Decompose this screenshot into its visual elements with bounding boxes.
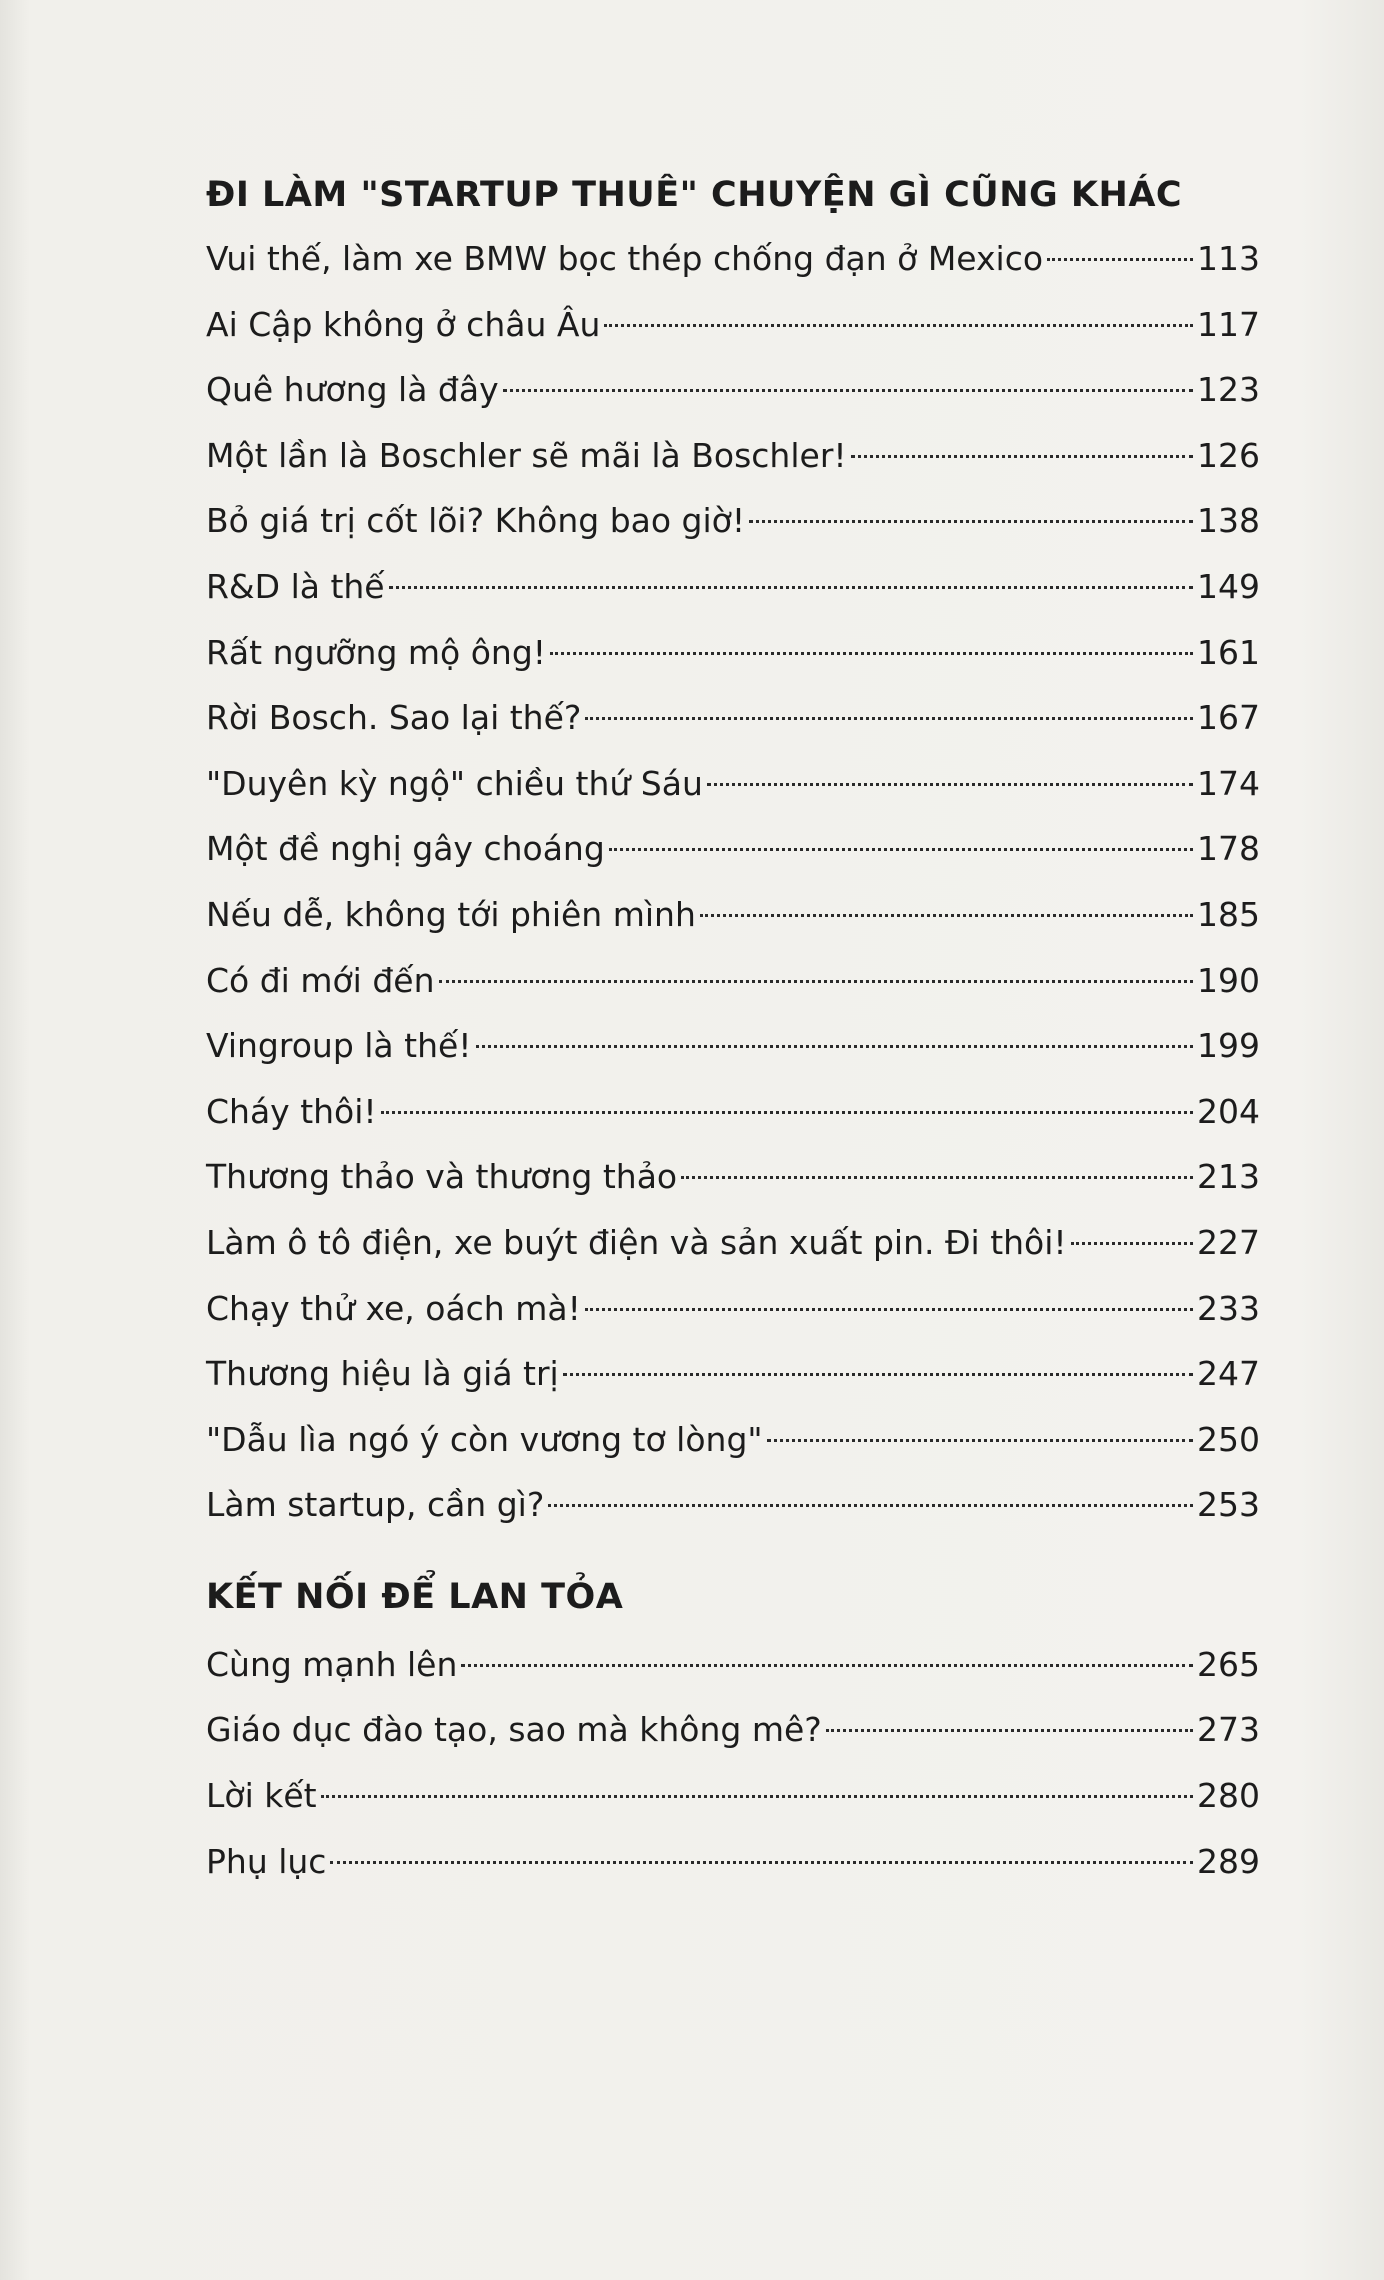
entry-page-number: 185	[1197, 894, 1260, 934]
section-title: ĐI LÀM "STARTUP THUÊ" CHUYỆN GÌ CŨNG KHÁC	[206, 175, 1183, 215]
entry-page-number: 123	[1197, 370, 1260, 410]
dot-leader	[681, 1176, 1193, 1179]
entry-page-number: 213	[1197, 1157, 1260, 1197]
entry-page-number: 289	[1197, 1841, 1260, 1881]
entry-title: Cháy thôi!	[206, 1091, 377, 1131]
entry-page-number: 199	[1197, 1026, 1260, 1066]
entry-page-number: 167	[1197, 698, 1260, 738]
toc-entry	[206, 620, 1260, 686]
entry-title: Thương thảo và thương thảo	[206, 1157, 678, 1197]
entry-page-number: 250	[1197, 1419, 1260, 1459]
toc-entry	[206, 685, 1260, 751]
dot-leader	[609, 848, 1193, 851]
entry-title: Làm ô tô điện, xe buýt điện và sản xuất pin. Đi thôi!	[206, 1222, 1067, 1262]
entry-page-number: 273	[1197, 1710, 1260, 1750]
section-title: KẾT NỐI ĐỂ LAN TỎA	[206, 1576, 624, 1617]
entry-title: Bỏ giá trị cốt lõi? Không bao giờ!	[206, 501, 746, 541]
toc-entry	[206, 1144, 1260, 1210]
entry-page-number: 117	[1197, 304, 1260, 344]
entry-title: Chạy thử xe, oách mà!	[206, 1288, 581, 1328]
entry-title: "Dẫu lìa ngó ý còn vương tơ lòng"	[206, 1419, 763, 1459]
dot-leader	[548, 1504, 1193, 1507]
entry-page-number: 227	[1197, 1222, 1260, 1262]
dot-leader	[550, 652, 1193, 655]
dot-leader	[321, 1795, 1193, 1798]
toc-entry	[206, 1632, 1260, 1698]
dot-leader	[1071, 1242, 1193, 1245]
entry-page-number: 178	[1197, 829, 1260, 869]
dot-leader	[604, 324, 1193, 327]
dot-leader	[476, 1045, 1193, 1048]
dot-leader	[461, 1664, 1193, 1667]
entry-page-number: 265	[1197, 1644, 1260, 1684]
toc-entry	[206, 882, 1260, 948]
toc-entry	[206, 751, 1260, 817]
toc-list	[206, 1632, 1260, 1894]
entry-page-number: 190	[1197, 960, 1260, 1000]
toc-entry	[206, 1407, 1260, 1473]
entry-title: Vingroup là thế!	[206, 1026, 472, 1066]
entry-page-number: 138	[1197, 501, 1260, 541]
entry-title: Ai Cập không ở châu Âu	[206, 304, 601, 344]
dot-leader	[563, 1373, 1193, 1376]
entry-page-number: 247	[1197, 1354, 1260, 1394]
dot-leader	[439, 980, 1194, 983]
entry-title: Lời kết	[206, 1776, 317, 1816]
entry-title: Một lần là Boschler sẽ mãi là Boschler!	[206, 435, 847, 475]
entry-title: Vui thế, làm xe BMW bọc thép chống đạn ở Mexico	[206, 239, 1044, 278]
dot-leader	[381, 1111, 1193, 1114]
entry-title: Nếu dễ, không tới phiên mình	[206, 894, 696, 934]
toc-entry	[206, 948, 1260, 1014]
dot-leader	[330, 1861, 1193, 1864]
entry-title: Rời Bosch. Sao lại thế?	[206, 698, 582, 738]
toc-entry	[206, 488, 1260, 554]
entry-page-number: 113	[1197, 239, 1260, 278]
dot-leader	[707, 783, 1193, 786]
toc-entry	[206, 423, 1260, 489]
dot-leader	[700, 914, 1193, 917]
dot-leader	[826, 1729, 1193, 1732]
toc-entry	[206, 1013, 1260, 1079]
entry-page-number: 233	[1197, 1288, 1260, 1328]
entry-page-number: 280	[1197, 1776, 1260, 1816]
toc-entry	[206, 357, 1260, 423]
toc-entry	[206, 816, 1260, 882]
toc-entry	[206, 1829, 1260, 1895]
entry-page-number: 149	[1197, 566, 1260, 606]
entry-title: Rất ngưỡng mộ ông!	[206, 632, 547, 672]
entry-title: Phụ lục	[206, 1841, 327, 1881]
entry-title: "Duyên kỳ ngộ" chiều thứ Sáu	[206, 763, 703, 803]
dot-leader	[851, 455, 1193, 458]
toc-entry	[206, 1763, 1260, 1829]
toc-entry	[206, 1210, 1260, 1276]
dot-leader	[1047, 258, 1193, 261]
entry-title: Giáo dục đào tạo, sao mà không mê?	[206, 1710, 822, 1750]
toc-list	[206, 226, 1260, 1538]
dot-leader	[585, 717, 1193, 720]
dot-leader	[749, 520, 1193, 523]
toc-entry	[206, 1341, 1260, 1407]
table-of-contents	[206, 168, 1260, 1894]
toc-entry	[206, 1079, 1260, 1145]
toc-entry	[206, 1472, 1260, 1538]
toc-entry	[206, 292, 1260, 358]
entry-page-number: 204	[1197, 1091, 1260, 1131]
toc-entry	[206, 226, 1260, 292]
entry-title: Làm startup, cần gì?	[206, 1485, 545, 1525]
dot-leader	[585, 1308, 1193, 1311]
entry-page-number: 161	[1197, 632, 1260, 672]
dot-leader	[503, 389, 1193, 392]
entry-page-number: 253	[1197, 1485, 1260, 1525]
entry-page-number: 126	[1197, 435, 1260, 475]
entry-title: Cùng mạnh lên	[206, 1644, 458, 1684]
toc-entry	[206, 1697, 1260, 1763]
dot-leader	[389, 586, 1193, 589]
dot-leader	[767, 1439, 1193, 1442]
toc-entry	[206, 1276, 1260, 1342]
entry-title: R&D là thế	[206, 566, 385, 606]
entry-title: Thương hiệu là giá trị	[206, 1354, 559, 1394]
entry-title: Một đề nghị gây choáng	[206, 829, 605, 869]
entry-title: Có đi mới đến	[206, 960, 435, 1000]
entry-page-number: 174	[1197, 763, 1260, 803]
toc-entry	[206, 554, 1260, 620]
entry-title: Quê hương là đây	[206, 370, 499, 410]
